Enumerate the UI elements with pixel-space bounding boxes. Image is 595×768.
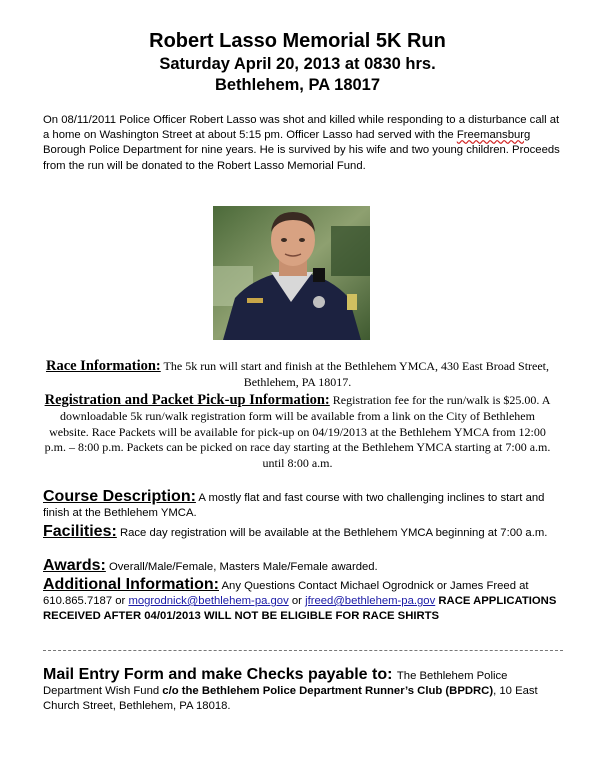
section-divider bbox=[43, 650, 563, 651]
awards-heading: Awards: bbox=[43, 557, 106, 574]
mail-address: , 10 East Church Street, Bethlehem, PA 18018. bbox=[43, 685, 538, 712]
intro-paragraph bbox=[43, 113, 563, 174]
shirt-deadline-warning: RACE APPLICATIONS RECEIVED AFTER 04/01/2013 WILL NOT BE ELIGIBLE FOR RACE SHIRTS bbox=[43, 595, 557, 622]
email-link-ogrodnick[interactable]: mogrodnick@bethlehem-pa.gov bbox=[128, 595, 289, 607]
officer-portrait-image bbox=[213, 206, 370, 340]
registration-information bbox=[40, 393, 555, 472]
intro-text-start: On 08/11/2011 Police Officer Robert Lasso was shot and killed while responding to a disturbance call at a home on Washington Street at about 5:15 pm. Officer Lasso had served with the bbox=[43, 114, 560, 142]
course-text: A mostly flat and fast course with two challenging inclines to start and finish at the Bethlehem YMCA. bbox=[43, 492, 545, 519]
awards bbox=[43, 558, 563, 575]
course-description bbox=[43, 489, 563, 521]
intro-text-end: Borough Police Department for nine years. He is survived by his wife and two young children. Proceeds from the run will be donated to the Robert Lasso Memorial Fund. bbox=[43, 144, 560, 172]
facilities bbox=[43, 524, 563, 541]
mail-entry-instructions bbox=[43, 667, 563, 714]
officer-photo bbox=[213, 206, 370, 340]
additional-text-or: or bbox=[288, 595, 306, 607]
registration-heading: Registration and Packet Pick-up Information: bbox=[44, 392, 330, 408]
race-information-heading: Race Information: bbox=[45, 358, 161, 374]
additional-information bbox=[43, 577, 563, 624]
event-date: Saturday April 20, 2013 at 0830 hrs. bbox=[159, 55, 436, 73]
event-location: Bethlehem, PA 18017 bbox=[214, 76, 381, 94]
facilities-heading: Facilities: bbox=[43, 523, 117, 540]
facilities-text: Race day registration will be available at the Bethlehem YMCA beginning at 7:00 a.m. bbox=[116, 527, 548, 539]
event-title: Robert Lasso Memorial 5K Run bbox=[149, 30, 446, 52]
awards-text: Overall/Male/Female, Masters Male/Female awarded. bbox=[105, 561, 378, 573]
registration-text: Registration fee for the run/walk is $25.00. A downloadable 5k run/walk registration form will be available from a link on the City of Bethlehem website. Race Packets will be available for pick-up on 04/19/2013 at the Bethlehem YMCA from 12:00 p.m. – 8:00 p.m. Packets can be picked on race day starting at the Bethlehem YMCA starting at 7:00 a.m. until 8:00 a.m. bbox=[44, 393, 551, 471]
mail-heading-colon: : bbox=[387, 666, 397, 683]
spellcheck-flagged-word: Freemansburg bbox=[456, 129, 531, 142]
additional-text: Any Questions Contact Michael Ogrodnick or James Freed at 610.865.7187 or bbox=[43, 580, 529, 607]
mail-payee: The Bethlehem Police Department Wish Fund bbox=[43, 670, 508, 697]
race-information-text: The 5k run will start and finish at the Bethlehem YMCA, 430 East Broad Street, Bethlehem, PA 18017. bbox=[160, 359, 550, 389]
email-link-freed[interactable]: jfreed@bethlehem-pa.gov bbox=[305, 595, 436, 607]
race-information bbox=[40, 359, 555, 390]
additional-heading: Additional Information: bbox=[43, 576, 219, 593]
course-heading: Course Description: bbox=[43, 488, 196, 505]
mail-heading: Mail Entry Form and make Checks payable to bbox=[43, 666, 388, 683]
mail-care-of: c/o the Bethlehem Police Department Runner’s Club (BPDRC) bbox=[162, 685, 494, 697]
